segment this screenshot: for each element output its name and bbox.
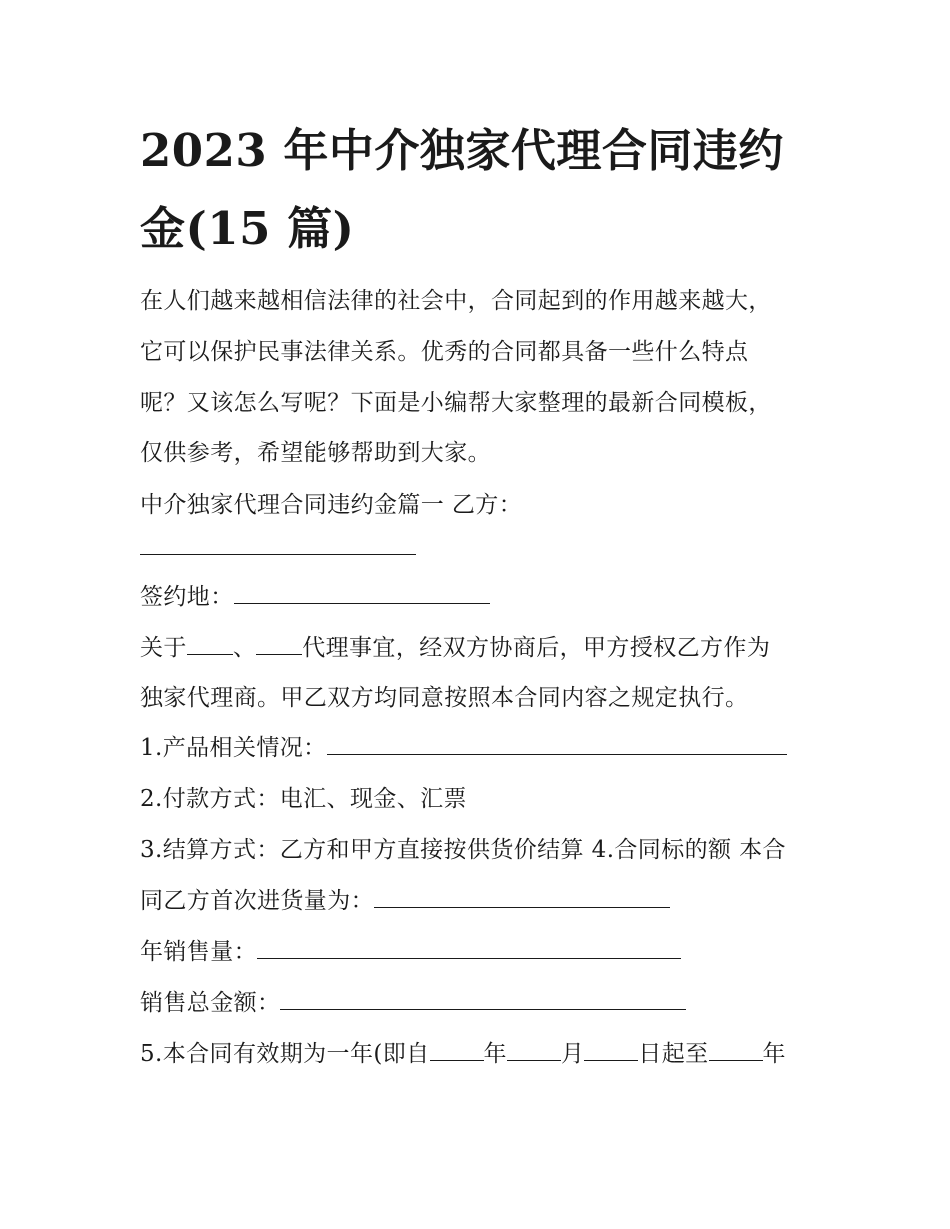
about-line-2: 独家代理商。甲乙双方均同意按照本合同内容之规定执行。 xyxy=(140,685,749,711)
total-sales-label: 销售总金额： xyxy=(140,990,281,1016)
item-5-year2: 年 xyxy=(762,1041,786,1067)
first-purchase-label: 同乙方首次进货量为： xyxy=(140,888,374,914)
about-blank-1 xyxy=(187,632,233,655)
sign-place-blank xyxy=(234,581,490,604)
item-3-line-1: 3.结算方式：乙方和甲方直接按供货价结算 4.合同标的额 本合 xyxy=(140,837,786,863)
sign-place-label: 签约地： xyxy=(140,584,234,610)
total-sales-line xyxy=(140,986,686,1020)
item-5-day-blank xyxy=(584,1038,638,1061)
item-3-line-2 xyxy=(140,884,670,918)
about-separator: 、 xyxy=(232,635,257,661)
item-5-month-blank xyxy=(507,1038,561,1061)
item-5-year2-blank xyxy=(709,1038,763,1061)
annual-sales-blank xyxy=(257,936,681,959)
item-5-line xyxy=(140,1037,786,1071)
annual-sales-line xyxy=(140,935,681,969)
item-5-year: 年 xyxy=(483,1041,507,1067)
about-rest: 代理事宜，经双方协商后，甲方授权乙方作为 xyxy=(302,635,771,661)
intro-line-4: 仅供参考，希望能够帮助到大家。 xyxy=(140,440,491,466)
about-blank-2 xyxy=(256,632,302,655)
intro-line-2: 它可以保护民事法律关系。优秀的合同都具备一些什么特点 xyxy=(140,339,749,365)
item-5-day-from: 日起至 xyxy=(638,1041,709,1067)
about-line-1 xyxy=(140,631,770,665)
section-heading: 中介独家代理合同违约金篇一 乙方： xyxy=(140,492,523,518)
item-1-label: 1.产品相关情况： xyxy=(140,735,327,761)
intro-line-1: 在人们越来越相信法律的社会中，合同起到的作用越来越大， xyxy=(140,288,772,314)
annual-sales-label: 年销售量： xyxy=(140,939,257,965)
item-5-prefix: 5.本合同有效期为一年(即自 xyxy=(140,1041,430,1067)
party-b-blank xyxy=(140,554,416,555)
item-2-line: 2.付款方式：电汇、现金、汇票 xyxy=(140,786,467,812)
sign-place-line xyxy=(140,580,490,614)
item-5-month: 月 xyxy=(560,1041,585,1067)
about-prefix: 关于 xyxy=(140,635,187,661)
item-1-line xyxy=(140,731,787,765)
item-1-blank xyxy=(327,732,787,755)
intro-line-3: 呢？又该怎么写呢？下面是小编帮大家整理的最新合同模板， xyxy=(140,390,772,416)
first-purchase-blank xyxy=(374,885,670,908)
total-sales-blank xyxy=(280,987,686,1010)
document-title: 2023 年中介独家代理合同违约金(15 篇) xyxy=(140,124,784,255)
item-5-year-blank xyxy=(430,1038,484,1061)
